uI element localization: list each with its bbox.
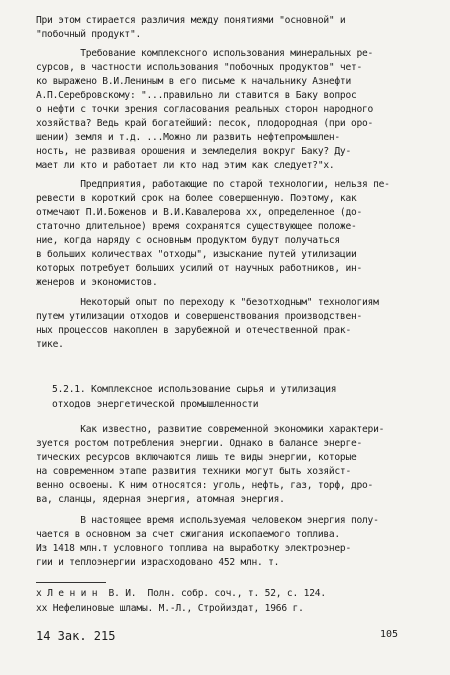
paragraph-fuel-usage: В настоящее время используемая человеком энергия полу- чается в основном за счет сжигания ископаемого топлива. Из 1418 млн.т условного топлива на выработку электроэнер- гии и теплоэнергии израсходовано 452 млн. т. (36, 515, 379, 568)
footnote-2: хх Нефелиновые шламы. М.-Л., Стройиздат, 1966 г. (36, 603, 304, 614)
footnote-1: х Л е н и н В. И. Полн. собр. соч., т. 52, с. 124. (36, 588, 326, 599)
section-heading: 5.2.1. Комплексное использование сырья и утилизация отходов энергетической промышленности (52, 384, 337, 410)
page-number: 105 (380, 629, 399, 640)
printing-signature: 14 Зак. 215 (36, 629, 116, 643)
paragraph-old-technology: Предприятия, работающие по старой технологии, нельзя пе- ревести в короткий срок на более совершенную. Поэтому, как отмечают П.И.Боженов и В.И.Кавалерова хх, определенное (до- статочно длительное) время сохранятся существующее положе- ние, когда наряду с основным продуктом будут получаться в больших количествах "отходы", изыскание путей утилизации которых потребует больших усилий от научных работников, ин- женеров и экономистов. (36, 179, 390, 288)
paragraph-waste-free-experience: Некоторый опыт по переходу к "безотходным" технологиям путем утилизации отходов и совершенствования производствен- ных процессов накоплен в зарубежной и отечественной прак- тике. (36, 297, 379, 350)
paragraph-energy-consumption: Как известно, развитие современной экономики характери- зуется ростом потребления энергии. Однако в балансе энерге- тических ресурсов включаются лишь те виды энергии, которые на современном этапе развития техники могут быть хозяйст- венно освоены. К ним относятся: уголь, нефть, газ, торф, дро- ва, сланцы, ядерная энергия, атомная энергия. (36, 424, 385, 505)
footnote-divider (36, 582, 106, 583)
paragraph-lenin-quote: Требование комплексного использования минеральных ре- сурсов, в частности использования "побочных продуктов" чет- ко выражено В.И.Лениным в его письме к начальнику Азнефти А.П.Серебровскому: "...правильно ли ставится в Баку вопрос о нефти с точки зрения согласования реальных сторон народного хозяйства? Ведь край богатейший: песок, плодородная (при оро- шении) земля и т.д. ...Можно ли развить нефтепромышлен- ность, не развивая орошения и земледелия вокруг Баку? Ду- мает ли кто и работает ли кто над этим как следует?"х. (36, 48, 374, 171)
paragraph-intro: При этом стирается различия между понятиями "основной" и "побочный продукт". (36, 15, 346, 40)
